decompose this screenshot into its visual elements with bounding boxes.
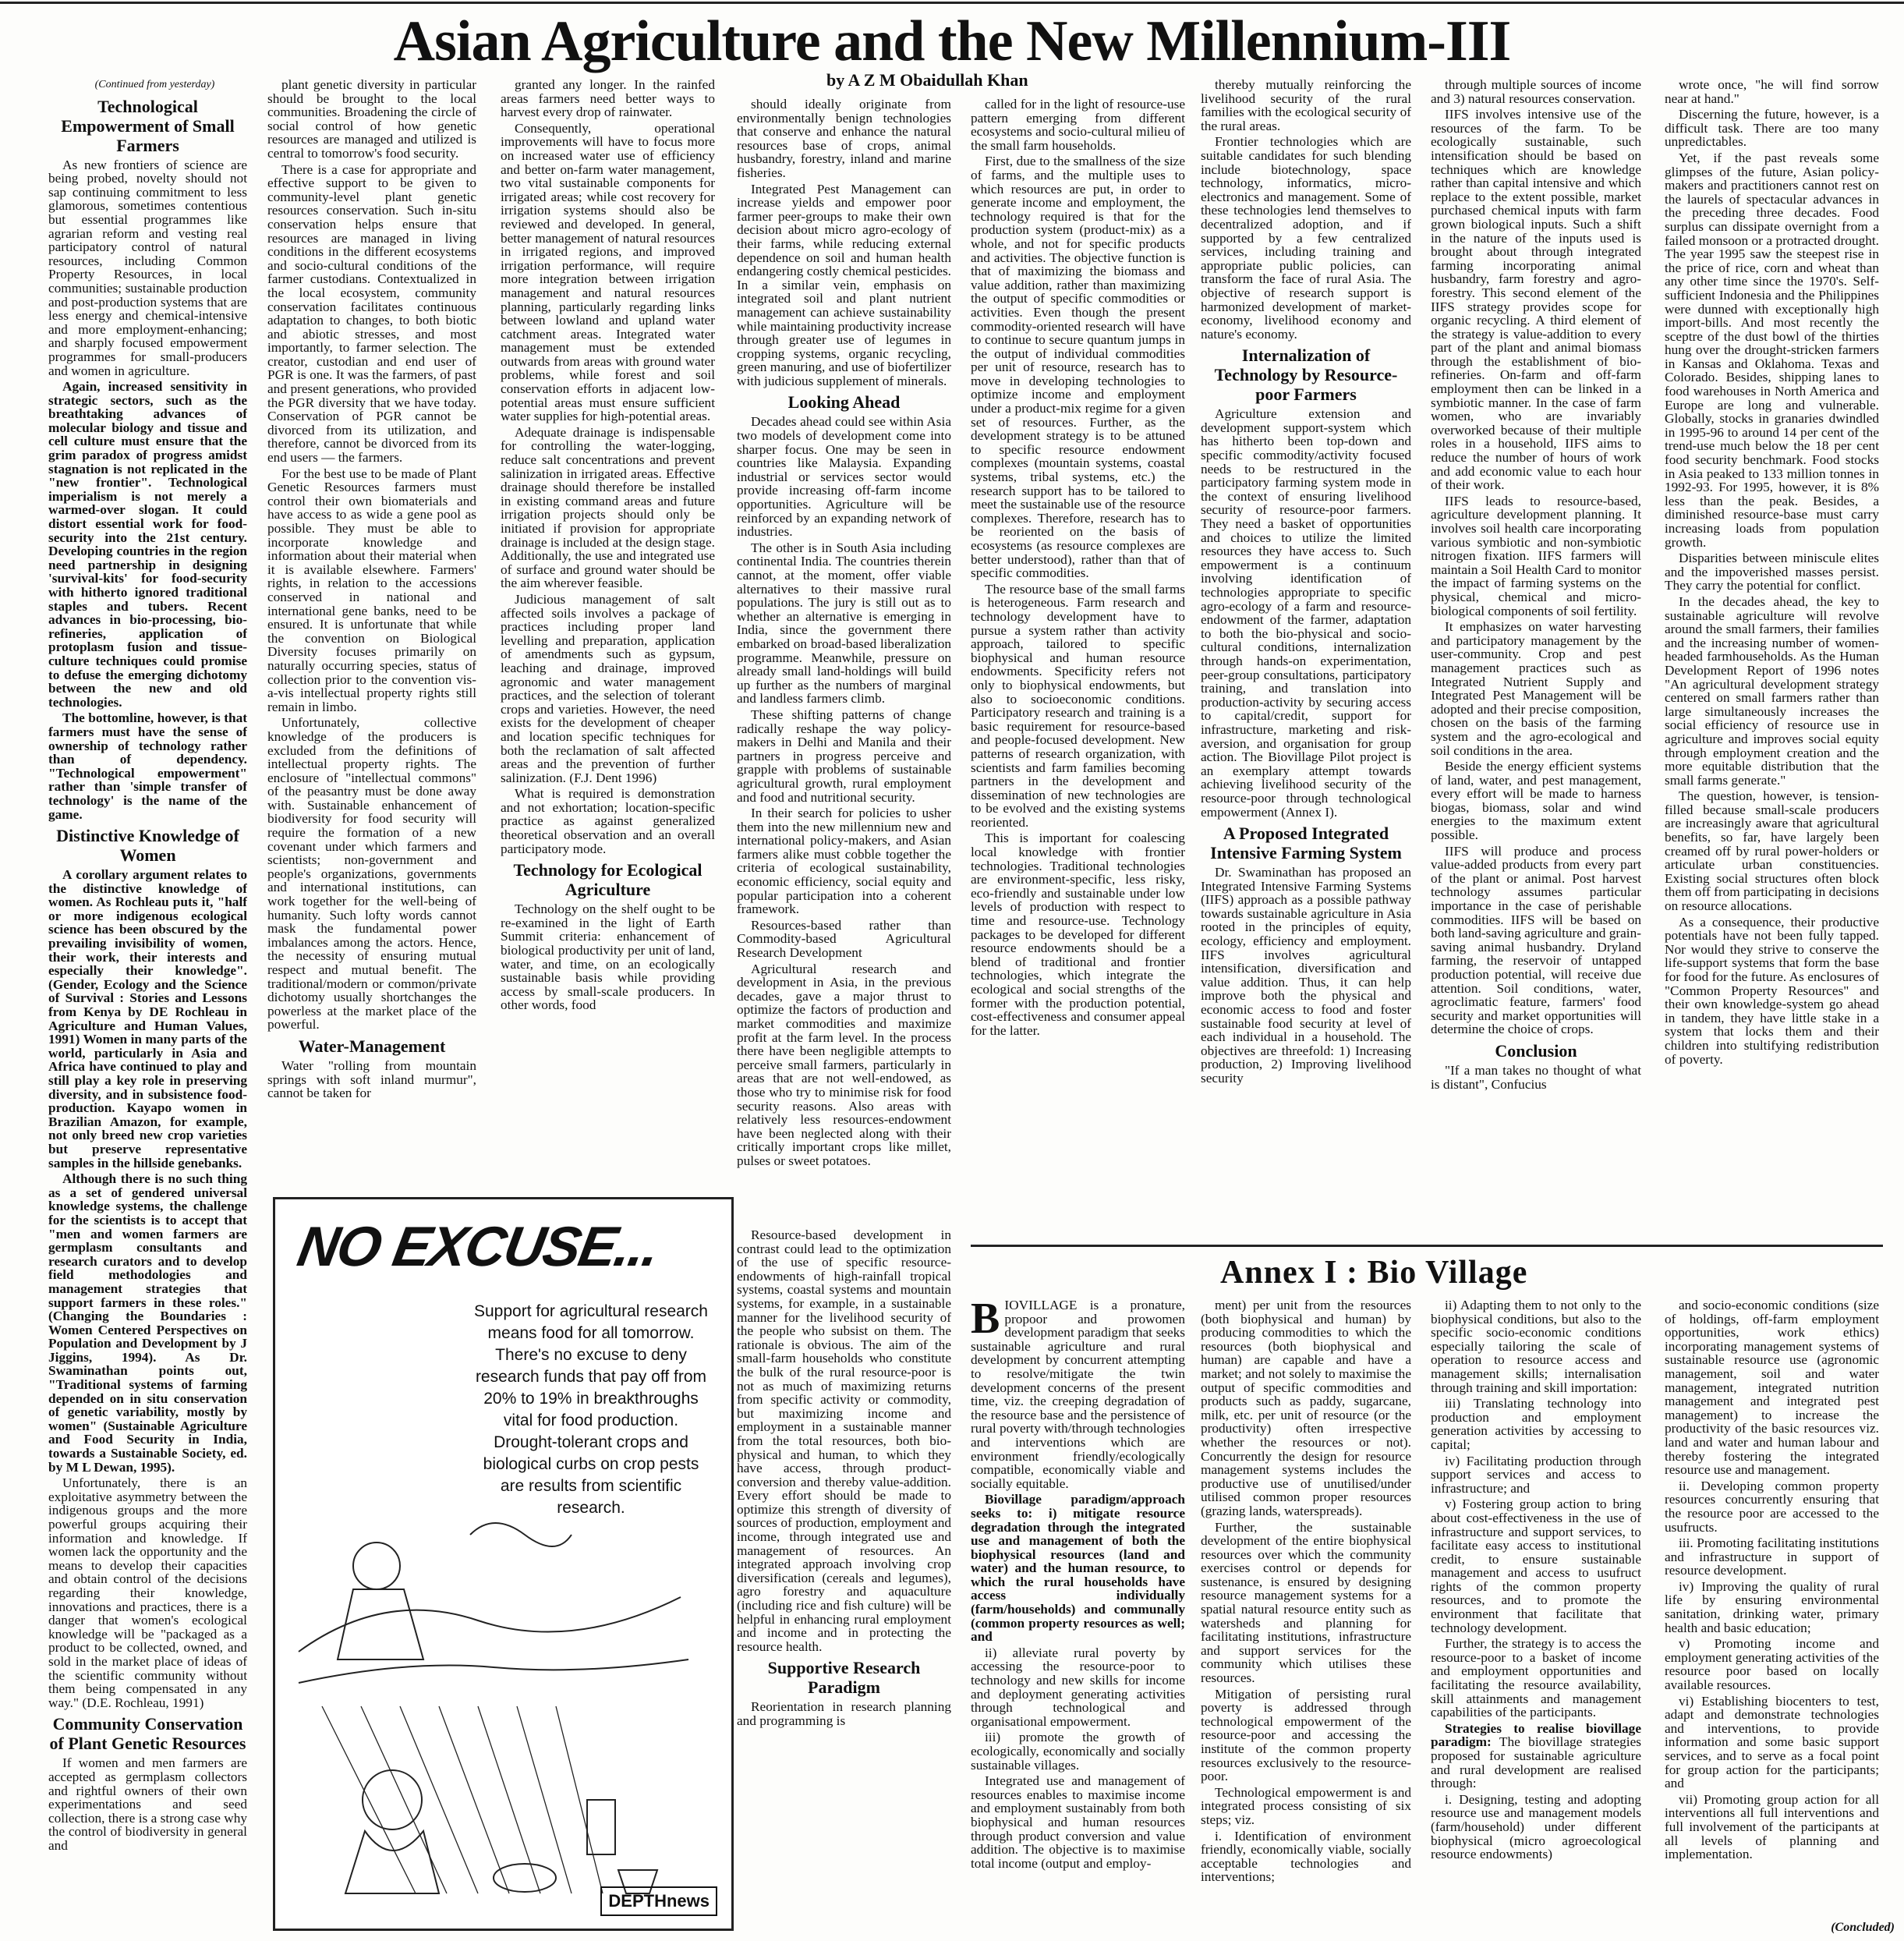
paragraph: It emphasizes on water harvesting and participatory management by the user-community. Crop and pest management practices such as Integrated Nutrient Supply and Integrated Pest Management will be adopted and their precise composition, chosen on the basis of the farming system and the agro-ecological and soil conditions in the area. xyxy=(1431,619,1641,758)
paragraph: should ideally originate from environmentally benign technologies that conserve and enhance the natural resources base of crops, animal husbandry, forestry, inland and marine fisheries. xyxy=(737,97,951,180)
paragraph: v) Fostering group action to bring about cost-effectiveness in the use of infrastructure and support services, to facilitate easy access to institutional credit, to ensure sustainable management and access to usufruct rights of the common property resources, and to promote the environment that facilitate that technology development. xyxy=(1431,1496,1641,1635)
paragraph: The biovillage strategies proposed for sustainable agriculture and rural development are realised through: xyxy=(1431,1734,1641,1791)
paragraph: What is required is demonstration and not exhortation; location-specific practice as against generalized theoretical observation and an overall participatory mode. xyxy=(501,786,715,856)
top-rule xyxy=(0,2,1904,4)
column-2 xyxy=(267,78,476,1189)
column-6 xyxy=(1201,78,1411,1240)
annex-column-4 xyxy=(1665,1298,1879,1922)
ad-illustration xyxy=(291,1504,696,1909)
paragraph: Consequently, operational improvements will have to focus more on increased water use of efficiency and better on-farm water management, two vital sustainable components for irrigated areas; while cost recovery for irrigation systems should also be reviewed and developed. In general, better management of natural resources in irrigated regions, and improved irrigation performance, will require more integration between irrigation management and natural resources planning, particularly regarding links between lowland and upland water catchment areas. Integrated water management must be extended outwards from areas with ground water problems, while forest and soil conservation efforts in adjacent low-potential areas must ensure sufficient water supplies for high-potential areas. xyxy=(501,120,715,424)
paragraph: through multiple sources of income and 3) natural resources conservation. xyxy=(1431,78,1641,106)
paragraph: i. Designing, testing and adopting resource use and management models (farm/household) under different biophysical (micro agroecological resource endowments) xyxy=(1431,1791,1641,1862)
heading-technological-empowerment: Technological Empowerment of Small Farmers xyxy=(61,96,235,155)
paragraph: Although there is no such thing as a set of gendered universal knowledge systems, the challenge for the scientists is to accept that "men and women farmers are germplasm consultants and research curators and to develop field methodologies and management strategies that support farmers in these roles." (Changing the Boundaries : Women Centered Perspectives on Population and Development by J Jiggins, 1994). As Dr. Swaminathan points out, "Traditional systems of farming depended on in situ conservation of genetic variability, mostly by women" (Sustainable Agriculture and Food Security in India, towards a Sustainable Society, ed. by M L Dewan, 1995). xyxy=(48,1171,247,1475)
paragraph: If women and men farmers are accepted as germplasm collectors and rightful owners of their own experimentations and seed collection, there is a strong case why the control of biodiversity in general and xyxy=(48,1755,247,1853)
column-4 xyxy=(737,97,951,1224)
paragraph: Unfortunately, there is an exploitative asymmetry between the indigenous groups and the more powerful groups acquiring their information and knowledge. If women lack the opportunity and the means to develop their capacities and obtain control of the decisions regarding their knowledge, innovations and practices, there is a danger that women's ecological knowledge will be "packaged as a product to be collected, owned, and sold in the market place of ideas of the scientific community without them being compensated in any way." (D.E. Rochleau, 1991) xyxy=(48,1475,247,1710)
heading-looking-ahead: Looking Ahead xyxy=(787,392,901,413)
paragraph: iii. Promoting facilitating institutions and infrastructure in support of resource development. xyxy=(1665,1535,1879,1578)
paragraph: First, due to the smallness of the size of farms, and the multiple uses to which resources are put, in order to generate income and employment, the technology required is that for the production system (product-mix) as a whole, and not for specific products and activities. The objective function is that of maximizing the biomass and value addition, rather than maximizing the output of specific commodities or activities. Even though the present commodity-oriented research will have to continue to secure quantum jumps in the output of individual commodities per unit of resource, research has to move in developing technologies to optimize income and employment under a product-mix regime for a given set of resources. Further, as the development strategy is to be attuned to specific resource endowment complexes (mountain systems, coastal systems, tribal systems, etc.) the research support has to be tailored to meet the sustainable use of the resource complexes. Therefore, research has to be reoriented on the basis of ecosystems (as resource complexes are better understood), rather than that of specific commodities. xyxy=(971,154,1185,581)
paragraph: ii) Adapting them to not only to the biophysical conditions, but also to the specific socio-economic conditions especially tailoring the scale of operation to resource access and management skills; internalisation through training and skill importation: xyxy=(1431,1298,1641,1395)
paragraph: Dr. Swaminathan has proposed an Integrated Intensive Farming Systems (IIFS) approach as a possible pathway towards sustainable agriculture in Asia rooted in the principles of equity, ecology, efficiency and employment. IIFS involves agricultural intensification, diversification and value addition. Thus, it can help improve both the physical and economic access to food and foster sustainable food security at level of each individual in a household. The objectives are threefold: 1) Increasing production, 2) Improving livelihood security xyxy=(1201,865,1411,1086)
column-5 xyxy=(971,97,1185,1224)
paragraph: Agricultural research and development in Asia, in the previous decades, gave a major thrust to optimize the factors of production and market commodities and maximize profit at the farm level. In the process there have been negligible attempts to perceive small farmers, particularly in areas that are not well-endowed, as those who try to minimise risk for food security reasons. Also areas with relatively less resources-endowment have been neglected along with their critically important crops like millet, pulses or sweet potatoes. xyxy=(737,961,951,1168)
byline: by A Z M Obaidullah Khan xyxy=(826,70,1028,90)
annex-dropcap: B xyxy=(971,1298,1000,1343)
paragraph: iv) Facilitating production through support services and access to infrastructure; and xyxy=(1431,1453,1641,1496)
heading-conclusion: Conclusion xyxy=(1495,1040,1577,1061)
paragraph: Unfortunately, collective knowledge of the producers is excluded from the definitions of intellectual property rights. The enclosure of "intellectual commons" of the peasantry must be done away with. Sustainable enhancement of biodiversity for food security will require the formation of a new covenant under which farmers and scientists; non-government and people's organizations, governments and international institutions, can work together for the well-being of humanity. Such lofty words cannot mask the fundamental power imbalances among the actors. Hence, the necessity of ensuring mutual respect and mutual benefit. The traditional/modern or common/private dichotomy usually shortchanges the powerless at the market place of the powerful. xyxy=(267,715,476,1032)
paragraph: iv) Improving the quality of rural life by ensuring environmental sanitation, drinking water, primary health and basic education; xyxy=(1665,1578,1879,1635)
paragraph: Adequate drainage is indispensable for controlling the water-logging, reduce salt concentrations and prevent salinization in irrigated areas. Effective drainage should therefore be installed in existing command areas and future irrigation projects should only be initiated if provision for appropriate drainage is included at the design stage. Additionally, the use and integrated use of surface and ground water should be the aim wherever feasible. xyxy=(501,424,715,591)
paragraph: Technological empowerment is and integrated process consisting of six steps; viz. xyxy=(1201,1784,1411,1827)
paragraph: The bottomline, however, is that farmers must have the sense of ownership of technology rather than of dependency. "Technological empowerment" rather than 'simple transfer of technology' is the name of the game. xyxy=(48,710,247,822)
column-3 xyxy=(501,78,715,1189)
headline: Asian Agriculture and the New Millennium-III xyxy=(393,9,1511,73)
paragraph: Again, increased sensitivity in strategic sectors, such as the breathtaking advances of molecular biology and tissue and cell culture must ensure that the grim paradox of progress amidst stagnation is not replicated in the "new frontier". Technological imperialism is not merely a warmed-over slogan. It could distort essential work for food-security into the 21st century. Developing countries in the region need partnership in designing 'survival-kits' for food-security with hitherto ignored traditional staples and tubers. Recent advances in bio-processing, bio-refineries, application of protoplasm fusion and tissue-culture techniques could promise to defuse the emerging dichotomy between the new and old technologies. xyxy=(48,379,247,710)
paragraph: iii) promote the growth of ecologically, economically and socially sustainable villages. xyxy=(971,1730,1185,1773)
heading-distinctive-knowledge: Distinctive Knowledge of Women xyxy=(56,826,239,866)
column-7 xyxy=(1431,78,1641,1240)
advertisement-box xyxy=(273,1197,734,1931)
concluded-note: (Concluded) xyxy=(1831,1921,1895,1934)
paragraph: Decades ahead could see within Asia two models of development come into sharper focus. One may be seen in countries like Malaysia. Expanding industrial or services sector would provide increasing off-farm income opportunities. Agriculture will be reinforced by an expanding network of industries. xyxy=(737,414,951,540)
paragraph: Disparities between miniscule elites and the impoverished masses persist. They carry the potential for conflict. xyxy=(1665,551,1879,593)
ad-title: NO EXCUSE... xyxy=(292,1216,664,1278)
paragraph: ii. Developing common property resources concurrently ensuring that the resource poor are accessed to the usufructs. xyxy=(1665,1478,1879,1535)
paragraph: A corollary argument relates to the distinctive knowledge of women. As Rochleau puts it, "half or more indigenous ecological science has been obscured by the prevailing invisibility of women, their work, their interests and especially their knowledge". (Gender, Ecology and the Science of Survival : Stories and Lessons from Kenya by DE Rochleau in Agriculture and Human Values, 1991) Women in many parts of the world, particularly in Asia and Africa have continued to play and still play a key role in preserving diversity, and in subsistence food-production. Kayapo women in Brazilian Amazon, for example, not only breed new crop varieties but preserve representative samples in the hillside genebanks. xyxy=(48,867,247,1171)
paragraph: Further, the sustainable development of the entire biophysical resources over which the community exercises control or depends for sustenance, is ensured by designing resource management systems for a spatial natural resource entity such as watersheds and planning for facilitating institutions, infrastructure and support services for the community which utilises these resources. xyxy=(1201,1519,1411,1686)
paragraph: Yet, if the past reveals some glimpses of the future, Asian policy-makers and practitioners cannot rest on the laurels of spectacular advances in the preceding three decades. Food surplus can dissipate overnight from a failed monsoon or a protracted drought. The year 1995 saw the steepest rise in the price of rice, corn and wheat than any other time since the 1970's. Self-sufficient Indonesia and the Philippines were dunned with exceptionally high import-bills. And most recently the sceptre of the dust bowl of the thirties hung over the drought-stricken farmers in Kansas and Oklahoma. Texas and Colorado. Besides, shipping lanes to food warehouses in North America and Europe are long and vulnerable. Globally, stocks in granaries dwindled in 1995-96 to around 14 per cent of the trend-use much below the 18 per cent food security benchmark. Food stocks in Asia peaked to 133 million tonnes in 1992-93. For 1995, however, it is 8% less than the peak. Besides, a diminished resource-base must carry increasing loads from population growth. xyxy=(1665,150,1879,550)
annex-column-1 xyxy=(971,1298,1185,1934)
column-8 xyxy=(1665,78,1879,1240)
paragraph: ment) per unit from the resources (both biophysical and human) by producing commodities to which the resources (both biophysical and human) are capable and have a market; and not solely to maximise the output of specific commodities and products such as paddy, sugarcane, milk, etc. per unit of resource (or the productivity) often irrespective whether the resources or not). Concurrently the design for resource management systems includes the productive use of unutilised/under utilised common proper resources (grazing lands, waterspreads). xyxy=(1201,1298,1411,1518)
heading-supportive-research: Supportive Research Paradigm xyxy=(767,1658,921,1698)
paragraph: The question, however, is tension-filled because small-scale producers are increasingly aware that agricultural benefits, so far, have largely been creamed off by rural power-holders or articulate urban constituencies. Existing social structures often block them off from participating in decisions on resource allocations. xyxy=(1665,788,1879,914)
paragraph: The resource base of the small farms is heterogeneous. Farm research and technology development have to pursue a system rather than activity approach, tailored to specific biophysical and human resource endowments. Specificity refers not only to biophysical endowments, but also to socioeconomic conditions. Participatory research and training is a basic requirement for resource-based and people-focused development. New patterns of research organization, with scientists and farm families becoming partners in the development and dissemination of new technologies are to be evolved and the existing systems reoriented. xyxy=(971,581,1185,830)
paragraph: "If a man takes no thought of what is distant", Confucius xyxy=(1431,1062,1641,1092)
column-1 xyxy=(48,78,247,1938)
column-4-continued xyxy=(737,1228,951,1934)
ad-logo: DEPTHnews xyxy=(600,1886,717,1916)
paragraph: IOVILLAGE is a pronature, propoor and prowomen development paradigm that seeks sustainable agriculture and rural development by concurrent attempting to resolve/mitigate the twin development concerns of the present time, viz. the creeping degradation of the resource base and the persistence of rural poverty with/through technologies and interventions which are environment friendly/ecologically compatible, economically viable and socially equitable. xyxy=(971,1298,1185,1491)
paragraph: IIFS will produce and process value-added products from every part of the plant or animal. Post harvest technology assumes particular importance in the case of perishable commodities. IIFS will be based on both land-saving agriculture and grain-saving animal husbandry. Dryland farming, the reservoir of untapped production potential, will receive due attention. Soil conditions, water, agroclimatic feature, farmers' food security and market opportunities will determine the choice of crops. xyxy=(1431,843,1641,1037)
annex-title: Annex I : Bio Village xyxy=(1220,1255,1528,1291)
paragraph: As new frontiers of science are being probed, novelty should not sap continuing commitment to less glamorous, sometimes contentious but essential programmes like agrarian reform and vesting real participatory control of natural resources, including Common Property Resources, in local communities; sustainable production and post-production systems that are less energy and chemical-intensive and more employment-enhancing; and sharply focused empowerment programmes for small-producers and women in agriculture. xyxy=(48,157,247,378)
annex-top-rule xyxy=(971,1245,1883,1247)
paragraph: granted any longer. In the rainfed areas farmers need better ways to harvest every drop of rainwater. xyxy=(501,78,715,120)
paragraph: thereby mutually reinforcing the livelihood security of the rural families with the ecological security of the rural areas. xyxy=(1201,78,1411,133)
paragraph: vii) Promoting group action for all interventions all full interventions and full involvement of the participants at all levels of planning and implementation. xyxy=(1665,1791,1879,1862)
continued-note: (Continued from yesterday) xyxy=(94,79,215,90)
paragraph: Biovillage paradigm/approach seeks to: i) mitigate resource degradation through the integrated use and management of both the biophysical resources (land and water) and the human resource, to which the rural households have access individually (farm/households) and communally (common property resources as well; and xyxy=(971,1492,1185,1645)
paragraph: plant genetic diversity in particular should be brought to the local communities. Broadening the circle of social control of how genetic resources are managed and utilized is central to tomorrow's food security. xyxy=(267,78,476,161)
paragraph: As a consequence, their productive potentials have not been fully tapped. Nor would they strive to conserve the life-support systems that form the base for food for the future. As enclosures of "Common Property Resources" and their own knowledge-system go ahead in tandem, they have little stake in a system that locks them and their children into stultifying redistribution of poverty. xyxy=(1665,914,1879,1067)
heading-water-management: Water-Management xyxy=(298,1036,446,1056)
paragraph: v) Promoting income and employment generating activities of the resource poor based on locally available resources. xyxy=(1665,1636,1879,1693)
paragraph: Mitigation of persisting rural poverty is addressed through technological empowerment of the resource-poor and accessing the institute of the common property resources exclusively to the resource-poor. xyxy=(1201,1686,1411,1784)
heading-internalization: Internalization of Technology by Resource-poor Farmers xyxy=(1214,345,1398,405)
paragraph: vi) Establishing biocenters to test, adapt and demonstrate technologies and interventions, to provide information and some basic support services, and to serve as a focal point for group action for the participants; and xyxy=(1665,1693,1879,1791)
paragraph: IIFS involves intensive use of the resources of the farm. To be ecologically sustainable, such intensification should be based on techniques which are knowledge rather than capital intensive and which replace to the extent possible, market purchased chemical inputs with farm grown biological inputs. Such a shift in the nature of the inputs used is brought about through integrated farming incorporating animal husbandry, farm forestry and agro-forestry. This second element of the IIFS strategy provides scope for organic recycling. A third element of the strategy is value-addition to every part of the plant and animal biomass through the establishment of bio-refineries. On-farm and off-farm employment then can be linked in a symbiotic manner. In the case of farm women, who are invariably overworked because of their multiple roles in a household, IIFS aims to reduce the number of hours of work and add economic value to each hour of their work. xyxy=(1431,107,1641,493)
paragraph: Discerning the future, however, is a difficult task. There are too many unpredictables. xyxy=(1665,107,1879,150)
paragraph: iii) Translating technology into production and employment generation activities by accessing to capital; xyxy=(1431,1396,1641,1452)
paragraph: Judicious management of salt affected soils involves a package of practices including proper land levelling and preparation, application of amendments such as gypsum, leaching and drainage, improved agronomic and water management practices, and the selection of tolerant crops and varieties. However, the need exists for the development of cheaper and location specific techniques for both the reclamation of salt affected areas and the prevention of further salinization. (F.J. Dent 1996) xyxy=(501,591,715,785)
paragraph: Resources-based rather than Commodity-based Agricultural Research Development xyxy=(737,917,951,961)
paragraph: and socio-economic conditions (size of holdings, off-farm employment opportunities, work ethics) incorporating management systems of sustainable resource use (agronomic management, soil and water management, integrated nutrition management and integrated pest management) to increase the productivity of the basic resources viz. land and water and human labour and thereby fostering the integrated resource use and management. xyxy=(1665,1298,1879,1478)
paragraph: This is important for coalescing local knowledge with frontier technologies. Traditional technologies are environment-specific, less risky, eco-friendly and sustainable under low levels of production with respect to time and resource-use. Technology packages to be developed for different resource endowments should be a blend of traditional and frontier technologies, which integrate the ecological and social strengths of the former with the production potential, cost-effectiveness and consumer appeal for the latter. xyxy=(971,831,1185,1038)
paragraph: Technology on the shelf ought to be re-examined in the light of Earth Summit criteria: enhancement of biological productivity per unit of land, water, and time, on an ecologically sustainable basis while providing access by small-scale producers. In other words, food xyxy=(501,901,715,1013)
paragraph: Integrated use and management of resources enables to maximise income and employment sustainably from both biophysical and human resources through product conversion and value addition. The objective is to maximise total income (output and employ- xyxy=(971,1773,1185,1871)
ad-text: Support for agricultural research means food for all tomorrow. There's no excuse to deny research funds that pay off from 20% to 19% in breakthroughs vital for food production. Drought-tolerant crops and biological curbs on crop pests are results from scientific research. xyxy=(474,1302,708,1517)
paragraph: Beside the energy efficient systems of land, water, and pest management, every effort will be made to harness biogas, biomass, solar and wind energies to the maximum extent possible. xyxy=(1431,759,1641,843)
paragraph: For the best use to be made of Plant Genetic Resources farmers must control their own biomaterials and have access to as wide a gene pool as possible. They must be able to incorporate knowledge and information about their material when it is available elsewhere. Farmers' rights, in relation to the accessions conserved in national and international gene banks, need to be ensured. It is unfortunate that while the convention on Biological Diversity focuses primarily on naturally occurring species, status of collection prior to the convention vis-a-vis intellectual property rights still remain in limbo. xyxy=(267,466,476,714)
paragraph: Reorientation in research planning and programming is xyxy=(737,1699,951,1728)
paragraph: The other is in South Asia including continental India. The countries therein cannot, at the moment, offer viable alternatives to their massive rural populations. The jury is still out as to whether an alternative is emerging in India, since the government there embarked on broad-based liberalization programme. Meanwhile, pressure on already small land-holdings will build up further as the numbers of marginal and landless farmers climb. xyxy=(737,540,951,707)
paragraph: Integrated Pest Management can increase yields and empower poor farmer peer-groups to make their own decision about micro agro-ecology of their farms, while reducing external dependence on soil and human health endangering costly chemical pesticides. In a similar vein, emphasis on integrated soil and plant nutrient management can achieve sustainability while maintaining productivity increase through greater use of legumes in cropping systems, organic recycling, green manuring, and use of biofertilizer with judicious supplement of minerals. xyxy=(737,181,951,388)
paragraph: Frontier technologies which are suitable candidates for such blending include biotechnology, space technology, informatics, micro-electronics and management. Some of these technologies lend themselves to decentralized adoption, and if supported by a few centralized services, including training and appropriate public policies, can transform the face of rural Asia. The objective of research support is harmonized development of market-economy, livelihood economy and nature's economy. xyxy=(1201,134,1411,342)
paragraph: Further, the strategy is to access the resource-poor to a basket of income and employment opportunities and facilitating the resource availability, skill attainments and management capabilities of the participants. xyxy=(1431,1636,1641,1720)
paragraph: Agriculture extension and development support-system which has hitherto been top-down and specific commodity/activity focused needs to be restructured in the participatory farming system mode in the context of ensuring livelihood security of resource-poor farmers. They need a basket of opportunities and choices to utilize the limited resources they have access to. Such empowerment is a continuum involving identification of technologies appropriate to specific agro-ecology of a farm and resource-endowment of the farmer, adaptation to both the bio-physical and socio-cultural conditions, internalization through hands-on experimentation, peer-group consultations, participatory training, and translation into production-activity by securing access to capital/credit, support for infrastructure, marketing and risk-aversion, and organisation for group action. The Biovillage Pilot project is an exemplary attempt towards achieving livelihood security of the resource-poor through technological empowerment (Annex I). xyxy=(1201,406,1411,820)
heading-community-conservation: Community Conservation of Plant Genetic Resources xyxy=(49,1714,246,1754)
paragraph: Water "rolling from mountain springs with soft inland murmur", cannot be taken for xyxy=(267,1057,476,1101)
paragraph: i. Identification of environment friendly, economically viable, socially acceptable technologies and interventions; xyxy=(1201,1828,1411,1885)
annex-column-3 xyxy=(1431,1298,1641,1934)
heading-iifs: A Proposed Integrated Intensive Farming System xyxy=(1210,824,1402,863)
paragraph: called for in the light of resource-use pattern emerging from different ecosystems and socio-cultural milieu of the small farm households. xyxy=(971,97,1185,153)
paragraph: There is a case for appropriate and effective support to be given to community-level plant genetic resources conservation. Such in-situ conservation helps ensure that resources are managed in living conditions in the different ecosystems and socio-cultural conditions of the farmer custodians. Contextualized in the local ecosystem, community conservation facilitates continuous adaptation to changes, to both biotic and abiotic stresses, and most importantly, to farmer selection. The creator, custodian and end user of PGR is one. It was the farmers, of past and present generations, who provided the PGR diversity that we have today. Conservation of PGR cannot be divorced from its utilization, and therefore, cannot be divorced from its end users — the farmers. xyxy=(267,161,476,466)
paragraph: ii) alleviate rural poverty by accessing the resource-poor to technology and new skills for income and deployment generating activities through technological and organisational empowerment. xyxy=(971,1645,1185,1729)
heading-technology-ecological: Technology for Ecological Agriculture xyxy=(513,860,702,900)
paragraph: IIFS leads to resource-based, agriculture development planning. It involves soil health care incorporating various symbiotic and non-symbiotic nitrogen fixation. IIFS farmers will maintain a Soil Health Card to monitor the impact of farming systems on the physical, chemical and micro-biological components of soil fertility. xyxy=(1431,493,1641,618)
paragraph: In the decades ahead, the key to sustainable agriculture will revolve around the small farmers, their families and the increasing number of women-headed farmhouseholds. As the Human Development Report of 1996 notes "An agricultural development strategy centered on small farmers rather than large simultaneously increases the social efficiency of resource use in agriculture and improves social equity through employment creation and the more equitable distribution that the small farms generate." xyxy=(1665,593,1879,788)
strategies-heading: Strategies to realise biovillage paradigm: xyxy=(1431,1720,1641,1750)
paragraph: wrote once, "he will find sorrow near at hand." xyxy=(1665,78,1879,106)
paragraph: In their search for policies to usher them into the new millennium new and international policy-makers, and Asian farmers alike must cobble together the criteria of ecological sustainability, economic efficiency, social equity and popular participation into a coherent framework. xyxy=(737,806,951,917)
paragraph: Resource-based development in contrast could lead to the optimization of the use of specific resource-endowments of high-rainfall tropical systems, coastal systems and mountain systems, for example, in a sustainable manner for the livelihood security of the people who subsist on them. The rationale is obvious. The aim of the small-farm households who constitute the bulk of the rural resource-poor is not as much of maximizing returns from specific activity or commodity, but maximizing income and employment in a sustainable manner from the total resources, both bio-physical and human, to which they have access, through product-conversion and thereby value-addition. Every effort should be made to optimize this strength of diversity of sources of production, employment and income, through integrated use and management of resources. An integrated approach involving crop diversification (cereals and legumes), agro forestry and aquaculture (including rice and fish culture) will be helpful in enhancing rural employment and income and in protecting the resource health. xyxy=(737,1228,951,1654)
annex-column-2 xyxy=(1201,1298,1411,1934)
paragraph: These shifting patterns of change radically reshape the way policy-makers in Delhi and Manila and their partners in progress perceive and grapple with problems of sustainable agricultural growth, rural employment and food and nutritional security. xyxy=(737,707,951,805)
